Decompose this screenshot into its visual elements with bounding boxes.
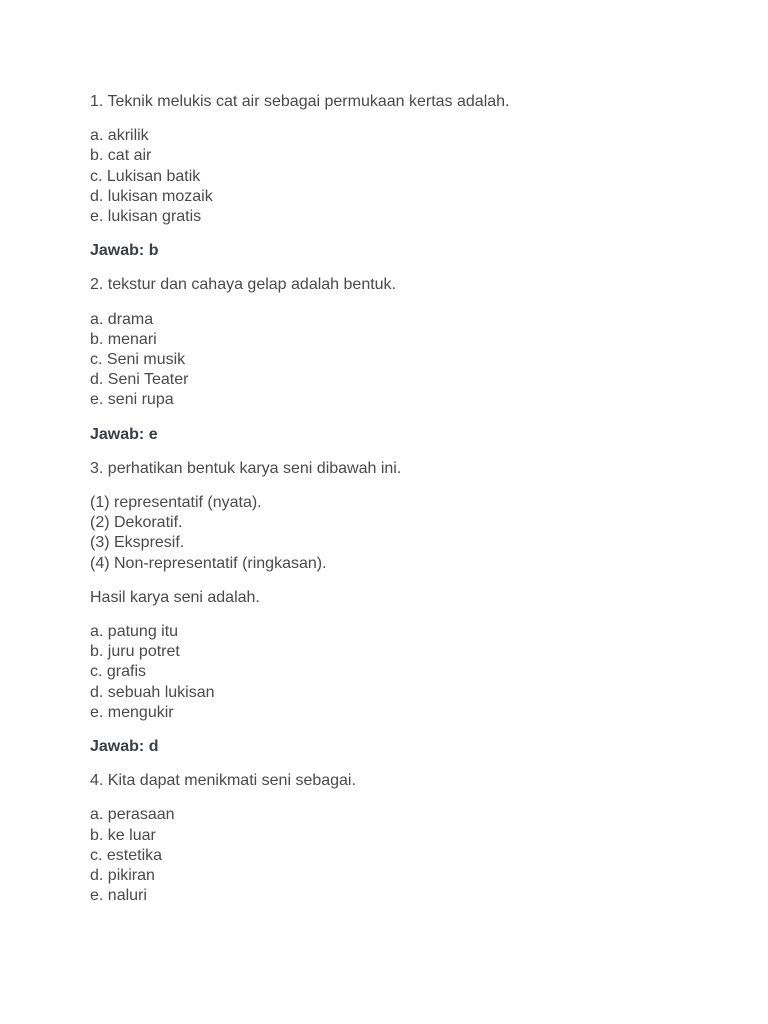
option-item: d. pikiran [90, 867, 155, 885]
question-block-2 [90, 275, 710, 444]
question-text-4: 4. Kita dapat menikmati seni sebagai. [90, 772, 356, 790]
statement-item: (3) Ekspresif. [90, 534, 185, 552]
question-text-3: 3. perhatikan bentuk karya seni dibawah ini. [90, 459, 402, 477]
statement-item: (4) Non-representatif (ringkasan). [90, 554, 327, 572]
statement-list-3 [90, 493, 710, 574]
option-list-3 [90, 622, 710, 723]
option-item: a. patung itu [90, 623, 179, 641]
option-item: c. Seni musik [90, 351, 186, 369]
option-item: a. drama [90, 310, 154, 328]
option-item: b. menari [90, 330, 157, 348]
option-item: e. lukisan gratis [90, 208, 202, 226]
option-item: a. akrilik [90, 127, 149, 145]
option-item: b. ke luar [90, 826, 156, 844]
option-item: a. perasaan [90, 806, 175, 824]
document-page [90, 92, 710, 921]
option-item: e. seni rupa [90, 391, 174, 409]
statement-item: (2) Dekoratif. [90, 514, 183, 532]
option-item: d. sebuah lukisan [90, 683, 215, 701]
option-item: c. grafis [90, 663, 147, 681]
statement-item: (1) representatif (nyata). [90, 494, 262, 512]
option-item: c. estetika [90, 846, 163, 864]
option-item: e. naluri [90, 887, 147, 905]
question-block-4 [90, 771, 710, 906]
option-list-2 [90, 310, 710, 411]
option-item: b. cat air [90, 147, 152, 165]
question-text-2: 2. tekstur dan cahaya gelap adalah bentuk. [90, 276, 396, 294]
answer-text-3: Jawab: d [90, 738, 159, 756]
question-text-1: 1. Teknik melukis cat air sebagai permukaan kertas adalah. [90, 93, 510, 110]
question-block-3 [90, 459, 710, 757]
answer-text-2: Jawab: e [90, 425, 158, 443]
question-prompt-3: Hasil karya seni adalah. [90, 588, 260, 606]
option-list-4 [90, 805, 710, 906]
question-block-1 [90, 92, 710, 261]
option-item: d. Seni Teater [90, 371, 189, 389]
option-item: b. juru potret [90, 643, 180, 661]
option-item: c. Lukisan batik [90, 167, 201, 185]
option-item: e. mengukir [90, 703, 174, 721]
option-item: d. lukisan mozaik [90, 187, 213, 205]
answer-text-1: Jawab: b [90, 242, 159, 260]
option-list-1 [90, 126, 710, 227]
